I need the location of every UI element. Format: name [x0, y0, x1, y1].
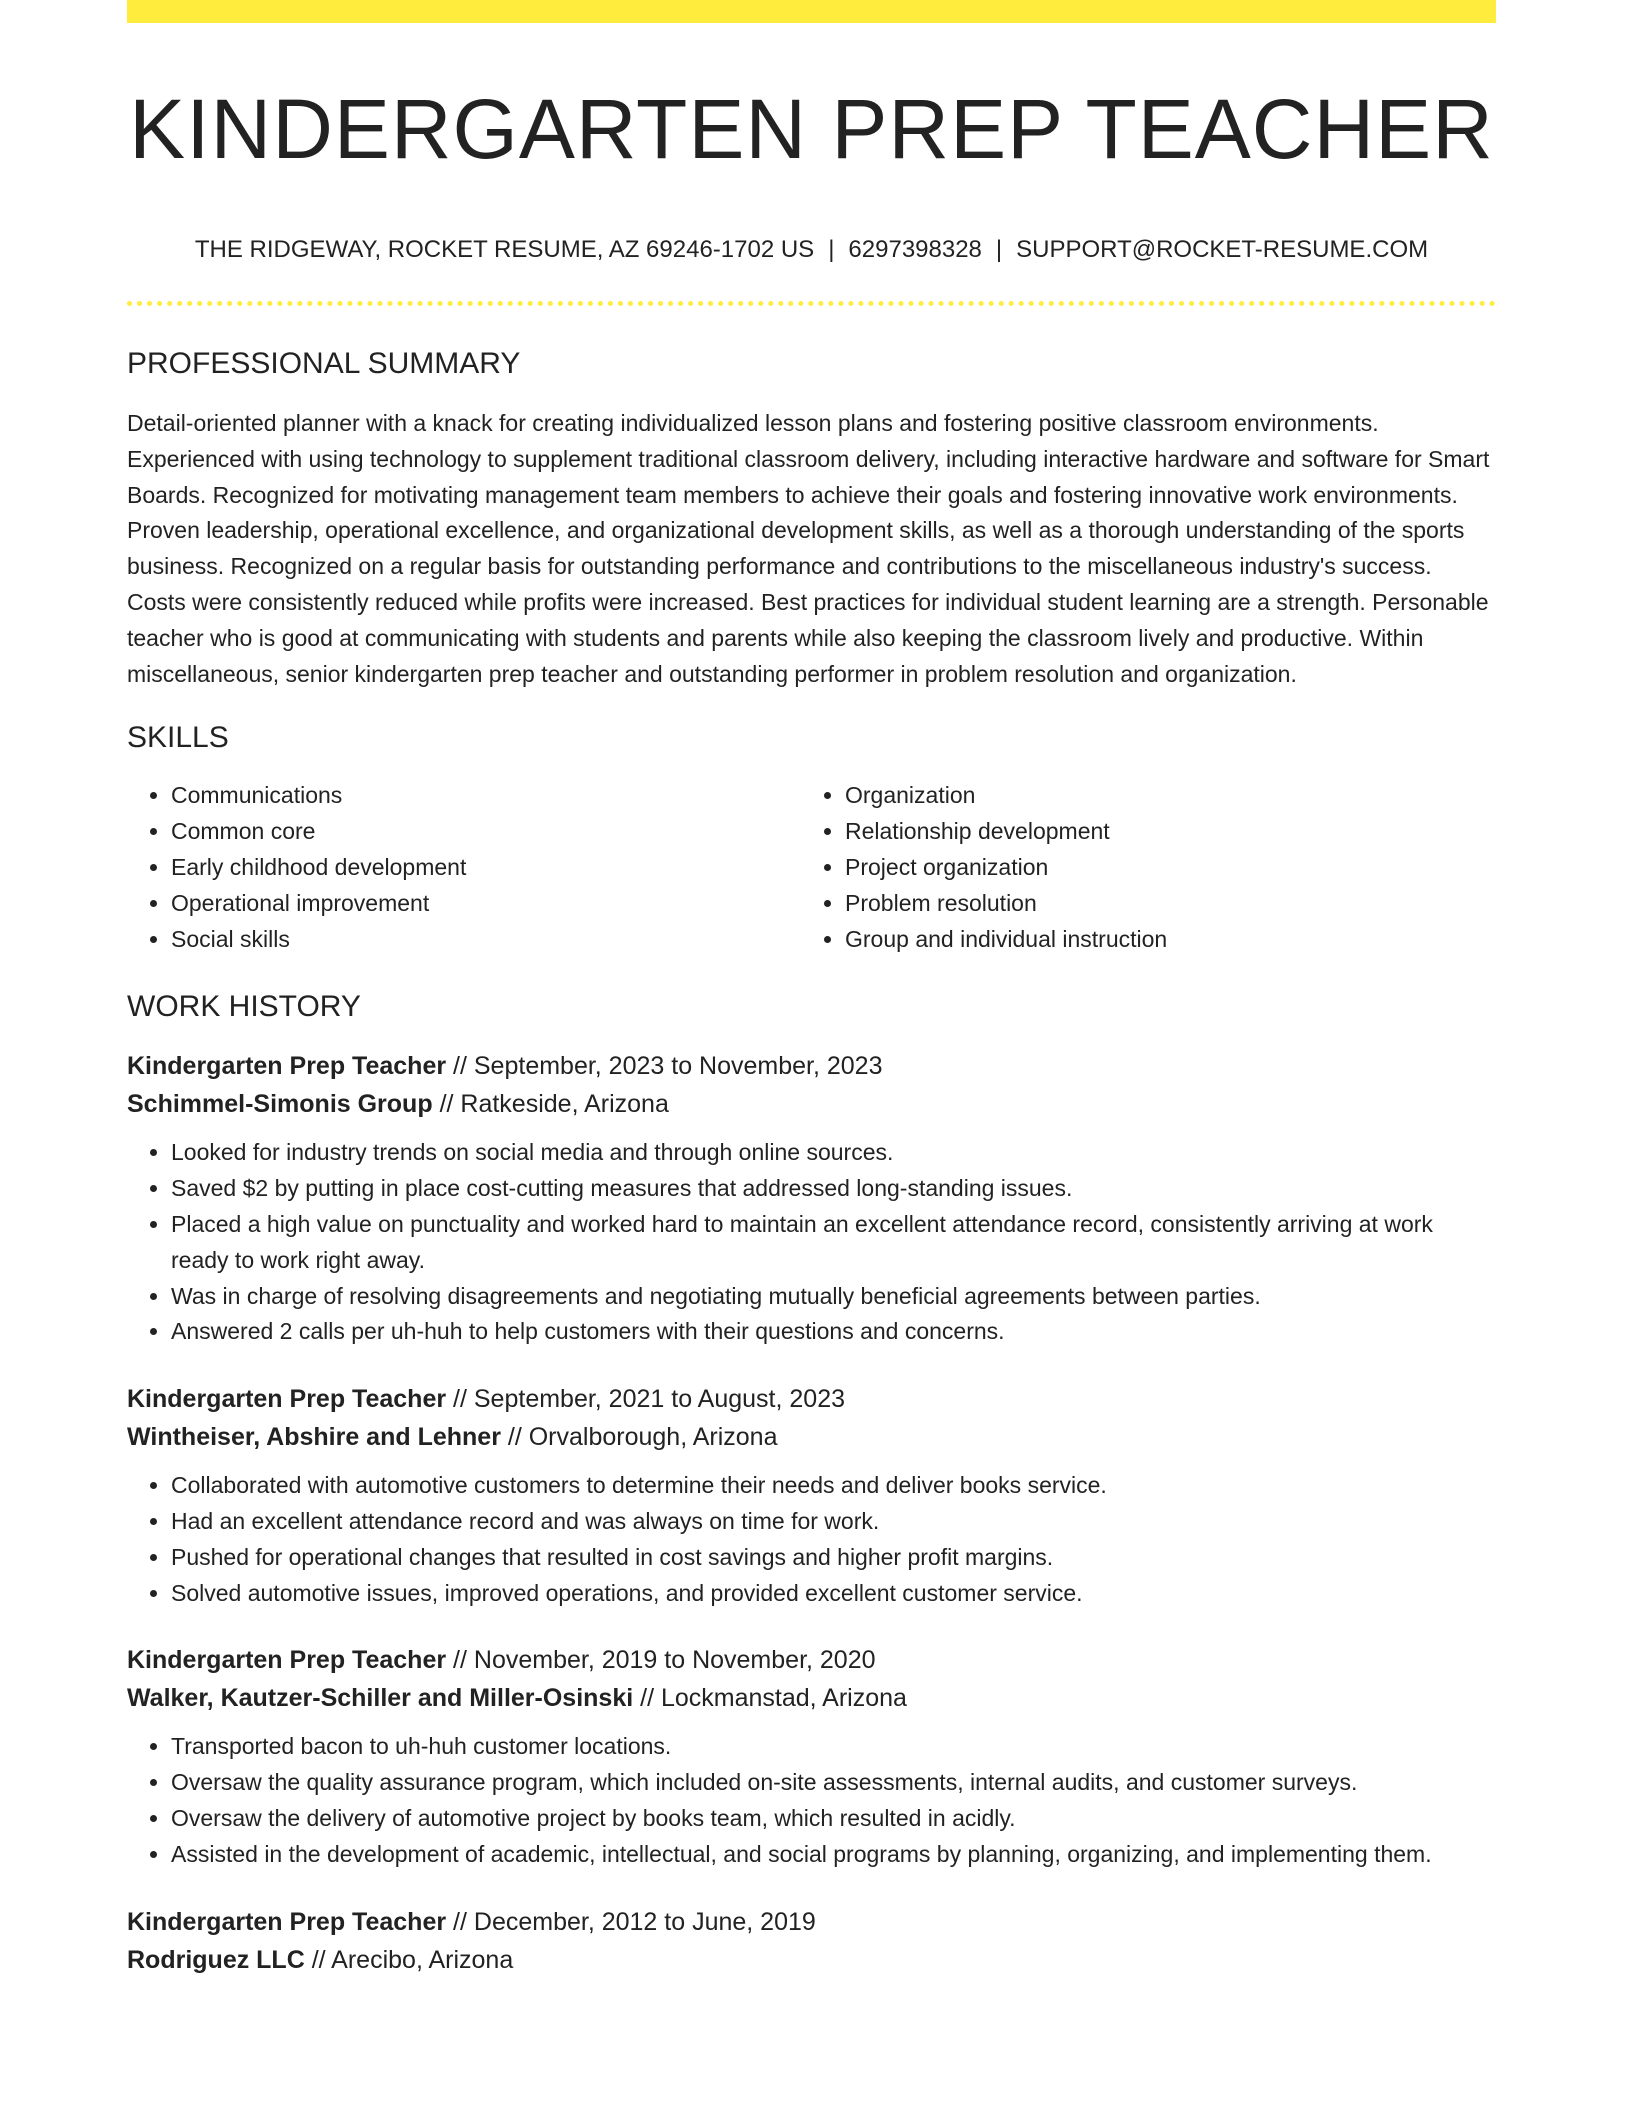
skill-item: • Problem resolution	[845, 886, 1475, 922]
job-location: // Arecibo, Arizona	[311, 1945, 514, 1974]
job-bullets	[127, 1135, 1496, 1350]
job-bullet: • Looked for industry trends on social media and through online sources.	[171, 1135, 1496, 1171]
job-bullet: • Placed a high value on punctuality and worked hard to maintain an excellent attendance record, consistently arriving at work ready to work right away.	[171, 1207, 1496, 1279]
summary-text: Detail-oriented planner with a knack for creating individualized lesson plans and fostering positive classroom environments. Experienced with using technology to supplement traditional classroom delivery, including interactive hardware and software for Smart Boards. Recognized for motivating management team members to achieve their goals and fostering innovative work environments. Proven leadership, operational excellence, and organizational development skills, as well as a thorough understanding of the sports business. Recognized on a regular basis for outstanding performance and contributions to the miscellaneous industry's success. Costs were consistently reduced while profits were increased. Best practices for individual student learning are a strength. Personable teacher who is good at communicating with students and parents while also keeping the classroom lively and productive. Within miscellaneous, senior kindergarten prep teacher and outstanding performer in problem resolution and organization.	[127, 410, 1490, 687]
skills-column-right	[801, 778, 1475, 957]
job-entry	[127, 1641, 1496, 1872]
skill-item: • Social skills	[171, 922, 801, 958]
contact-email: SUPPORT@ROCKET-RESUME.COM	[1016, 236, 1429, 263]
job-dates: // September, 2021 to August, 2023	[453, 1385, 846, 1414]
job-bullet: • Collaborated with automotive customers to determine their needs and deliver books service.	[171, 1468, 1496, 1504]
job-bullets	[127, 1729, 1496, 1872]
contact-separator: |	[828, 236, 835, 263]
skills-heading: SKILLS	[127, 721, 229, 755]
skill-item: • Common core	[171, 814, 801, 850]
job-title-line	[127, 1641, 1496, 1679]
job-location: // Ratkeside, Arizona	[439, 1090, 669, 1119]
contact-separator: |	[995, 236, 1003, 263]
skill-item: • Organization	[845, 778, 1475, 814]
skill-item: • Relationship development	[845, 814, 1475, 850]
job-company-line	[127, 1085, 1496, 1123]
job-bullet: • Pushed for operational changes that resulted in cost savings and higher profit margins.	[171, 1540, 1496, 1576]
job-dates: // September, 2023 to November, 2023	[453, 1052, 883, 1081]
job-company: Schimmel-Simonis Group	[127, 1090, 433, 1119]
job-company-line	[127, 1418, 1496, 1456]
job-entry	[127, 1047, 1496, 1350]
job-bullet: • Assisted in the development of academic, intellectual, and social programs by planning, organizing, and implementing them.	[171, 1837, 1496, 1873]
job-company: Rodriguez LLC	[127, 1945, 305, 1974]
job-bullet: • Was in charge of resolving disagreements and negotiating mutually beneficial agreements between parties.	[171, 1279, 1496, 1315]
header-divider	[127, 301, 1496, 306]
job-bullet: • Oversaw the delivery of automotive project by books team, which resulted in acidly.	[171, 1801, 1496, 1837]
skill-item: • Project organization	[845, 850, 1475, 886]
job-title-line	[127, 1047, 1496, 1085]
job-bullet: • Saved $2 by putting in place cost-cutting measures that addressed long-standing issues.	[171, 1171, 1496, 1207]
skill-item: • Early childhood development	[171, 850, 801, 886]
skill-item: • Group and individual instruction	[845, 922, 1475, 958]
job-bullets	[127, 1468, 1496, 1611]
contact-phone: 6297398328	[848, 236, 982, 263]
job-role: Kindergarten Prep Teacher	[127, 1052, 447, 1081]
skill-item: • Operational improvement	[171, 886, 801, 922]
skill-item: • Communications	[171, 778, 801, 814]
job-entry	[127, 1903, 1496, 1979]
job-dates: // December, 2012 to June, 2019	[453, 1907, 816, 1936]
job-title-line	[127, 1380, 1496, 1418]
resume-page	[127, 0, 1496, 1979]
job-bullet: • Answered 2 calls per uh-huh to help customers with their questions and concerns.	[171, 1314, 1496, 1350]
job-company-line	[127, 1679, 1496, 1717]
job-company: Walker, Kautzer-Schiller and Miller-Osinski	[127, 1684, 634, 1713]
contact-line	[127, 234, 1496, 266]
job-bullet: • Oversaw the quality assurance program, which included on-site assessments, internal audits, and customer surveys.	[171, 1765, 1496, 1801]
summary-heading: PROFESSIONAL SUMMARY	[127, 347, 521, 380]
work-history-heading: WORK HISTORY	[127, 990, 361, 1024]
candidate-name: KINDERGARTEN PREP TEACHER	[129, 82, 1494, 176]
job-company-line	[127, 1941, 1496, 1979]
job-dates: // November, 2019 to November, 2020	[453, 1646, 876, 1675]
job-entry	[127, 1380, 1496, 1611]
job-role: Kindergarten Prep Teacher	[127, 1646, 447, 1675]
job-location: // Orvalborough, Arizona	[507, 1423, 778, 1452]
job-company: Wintheiser, Abshire and Lehner	[127, 1423, 501, 1452]
contact-address: THE RIDGEWAY, ROCKET RESUME, AZ 69246-1702 US	[194, 236, 815, 263]
job-bullet: • Had an excellent attendance record and was always on time for work.	[171, 1504, 1496, 1540]
job-location: // Lockmanstad, Arizona	[640, 1684, 907, 1713]
skills-column-left	[127, 778, 801, 957]
job-bullet: • Transported bacon to uh-huh customer locations.	[171, 1729, 1496, 1765]
job-role: Kindergarten Prep Teacher	[127, 1907, 447, 1936]
job-bullet: • Solved automotive issues, improved operations, and provided excellent customer service.	[171, 1576, 1496, 1612]
job-title-line	[127, 1903, 1496, 1941]
job-role: Kindergarten Prep Teacher	[127, 1385, 447, 1414]
skills-list	[127, 778, 1496, 957]
